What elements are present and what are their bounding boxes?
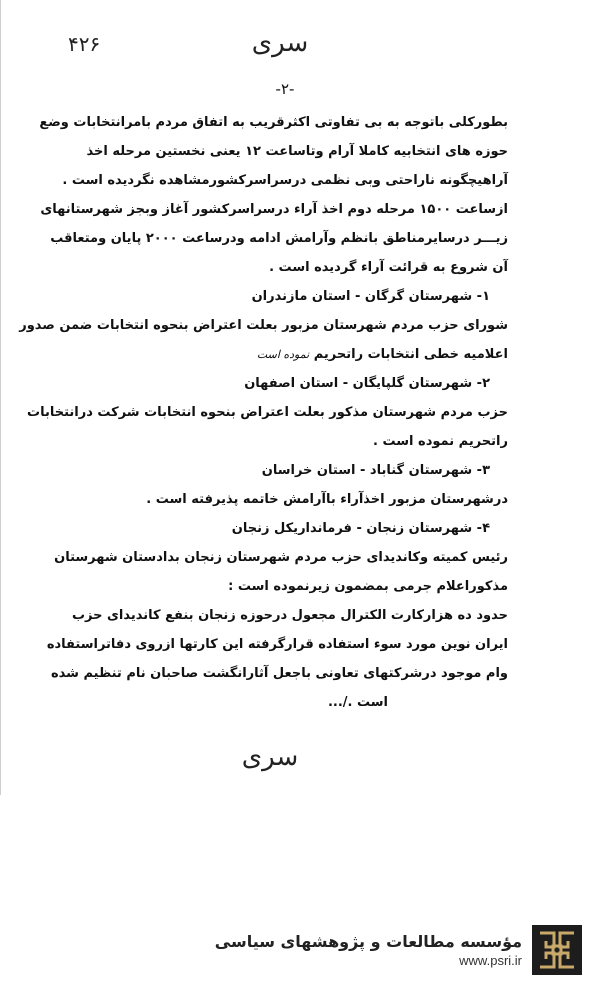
body-line: ازساعت ۱۵۰۰ مرحله دوم اخذ آراء درسراسرکشور آغاز وبجز شهرستانهای <box>40 202 508 217</box>
case-line: درشهرستان مزبور اخذآراء باآرامش خاتمه پذیرفته است . <box>146 492 508 507</box>
institute-watermark <box>215 925 582 975</box>
case-line: شورای حزب مردم شهرستان مزبور بعلت اعتراض بنحوه انتخابات ضمن صدور <box>19 318 508 333</box>
handwritten-note: نموده است <box>256 348 310 361</box>
case-line: حدود ده هزارکارت الکترال مجعول درحوزه زنجان بنفع کاندیدای حزب <box>71 608 508 623</box>
institute-name: مؤسسه مطالعات و پژوهشهای سیاسی <box>214 932 522 951</box>
body-line: زیـــر درسایرمناطق بانظم وآرامش ادامه ودرساعت ۲۰۰۰ پایان ومتعاقب <box>50 231 508 246</box>
classification-stamp-bottom: سرى <box>241 742 299 772</box>
institute-website: www.psri.ir <box>459 953 522 968</box>
institute-text <box>215 932 522 968</box>
case-heading-golpayegan: ۲- شهرستان گلپایگان - استان اصفهان <box>244 376 490 391</box>
case-line: ایران نوین مورد سوء استفاده قرارگرفته این کارتها ازروی دفاتراستفاده <box>46 637 508 652</box>
body-line: آراهیچگونه ناراحتی وبی نظمی درسراسرکشورمشاهده نگردیده است . <box>62 173 508 188</box>
body-line: آن شروع به قرائت آراء گردیده است . <box>269 260 508 275</box>
case-heading-gonabad: ۳- شهرستان گناباد - استان خراسان <box>261 463 490 478</box>
scan-margin-line <box>0 0 1 795</box>
case-heading-zanjan: ۴- شهرستان زنجان - فرمانداریکل زنجان <box>231 521 490 536</box>
document-body <box>19 108 508 717</box>
case-line <box>60 340 508 369</box>
case-line: وام موجود درشرکتهای تعاونی باجعل آثارانگشت صاحبان نام تنظیم شده <box>50 666 508 681</box>
case-line: راتحریم نموده است . <box>373 434 508 449</box>
case-tail: است ./... <box>327 695 388 710</box>
body-line: بطورکلی باتوجه به بی تفاوتی اکثرقریب به اتفاق مردم بامرانتخابات وضع <box>39 115 508 130</box>
case-heading-gorgan: ۱- شهرستان گرگان - استان مازندران <box>251 289 490 304</box>
case-line: حزب مردم شهرستان مذکور بعلت اعتراض بنحوه انتخابات شرکت درانتخابات <box>27 405 508 420</box>
case-line-text: اعلامیه خطی انتخابات راتحریم <box>313 347 508 362</box>
institute-logo-icon <box>532 925 582 975</box>
case-line: مذکوراعلام جرمی بمضمون زیرنموده است : <box>228 579 508 594</box>
body-line: حوزه های انتخابیه کاملا آرام وتاساعت ۱۲ یعنی نخستین مرحله اخذ <box>86 144 508 159</box>
case-line: رئیس کمیته وکاندیدای حزب مردم شهرستان زنجان بدادستان شهرستان <box>54 550 508 565</box>
section-marker: -۲- <box>275 80 295 98</box>
classification-stamp-top: سرى <box>251 28 309 58</box>
page-number: ۴۲۶ <box>68 32 101 56</box>
